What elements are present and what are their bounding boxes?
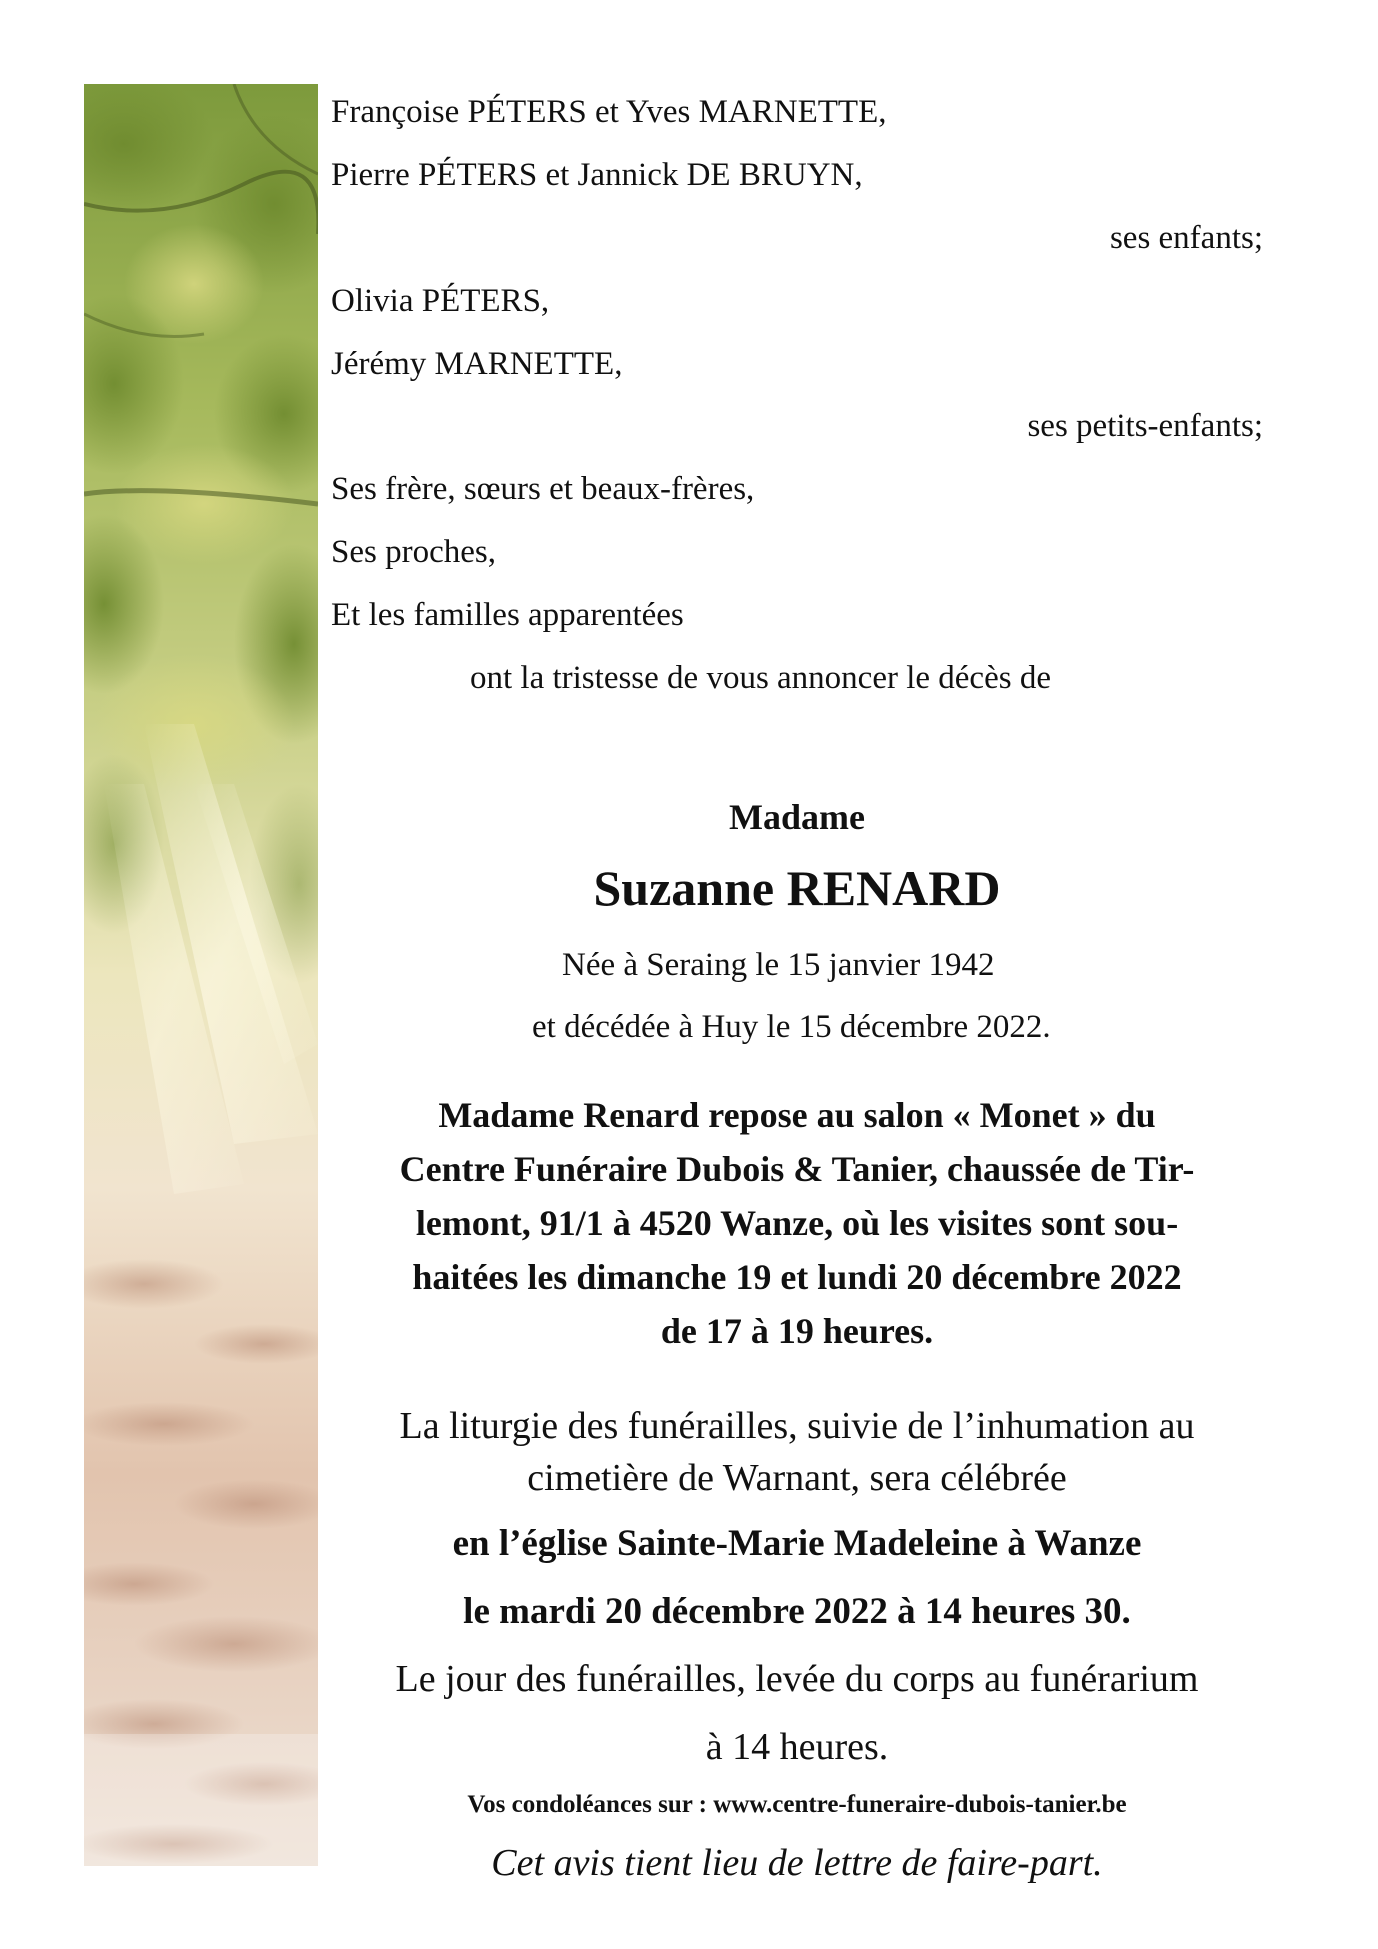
- family-other-line: Et les familles apparentées: [331, 597, 684, 633]
- announcement-text: ont la tristesse de vous annoncer le décès de: [470, 660, 1051, 696]
- liturgy-line: La liturgie des funérailles, suivie de l’inhumation au: [399, 1405, 1195, 1447]
- closing-note: Cet avis tient lieu de lettre de faire-part.: [491, 1842, 1103, 1884]
- family-grandchild-line: Olivia PÉTERS,: [331, 283, 550, 319]
- visitation-line: Madame Renard repose au salon « Monet » du: [438, 1095, 1156, 1135]
- children-role-label: ses enfants;: [1109, 220, 1263, 256]
- visitation-notice: [331, 1088, 1263, 1358]
- deceased-birth: Née à Seraing le 15 janvier 1942: [562, 947, 995, 983]
- family-other-line: Ses proches,: [331, 534, 496, 570]
- visitation-line: lemont, 91/1 à 4520 Wanze, où les visites sont sou-: [415, 1203, 1179, 1243]
- liturgy-intro: [331, 1400, 1263, 1504]
- deceased-death: et décédée à Huy le 15 décembre 2022.: [532, 1009, 1051, 1045]
- family-other-line: Ses frère, sœurs et beaux-frères,: [331, 471, 755, 507]
- deceased-title: Madame: [729, 797, 865, 837]
- visitation-line: de 17 à 19 heures.: [660, 1311, 934, 1351]
- family-grandchild-line: Jérémy MARNETTE,: [331, 346, 623, 382]
- visitation-line: haitées les dimanche 19 et lundi 20 décembre 2022: [412, 1257, 1182, 1297]
- forest-path-sunlight-image: [84, 84, 318, 1866]
- family-child-line: Françoise PÉTERS et Yves MARNETTE,: [331, 94, 887, 130]
- liturgy-line: cimetière de Warnant, sera célébrée: [527, 1457, 1067, 1499]
- body-departure-line: à 14 heures.: [705, 1726, 889, 1768]
- family-child-line: Pierre PÉTERS et Jannick DE BRUYN,: [331, 157, 863, 193]
- visitation-line: Centre Funéraire Dubois & Tanier, chaussée de Tir-: [399, 1149, 1195, 1189]
- deceased-name: Suzanne RENARD: [593, 860, 1001, 916]
- body-departure-line: Le jour des funérailles, levée du corps au funérarium: [395, 1658, 1199, 1700]
- forest-path-image-art: [84, 84, 318, 1866]
- grandchildren-role-label: ses petits-enfants;: [1027, 408, 1263, 444]
- funeral-datetime: le mardi 20 décembre 2022 à 14 heures 30.: [463, 1591, 1131, 1632]
- condolences-link[interactable]: Vos condoléances sur : www.centre-funeraire-dubois-tanier.be: [467, 1791, 1127, 1818]
- funeral-church: en l’église Sainte-Marie Madeleine à Wanze: [452, 1523, 1142, 1564]
